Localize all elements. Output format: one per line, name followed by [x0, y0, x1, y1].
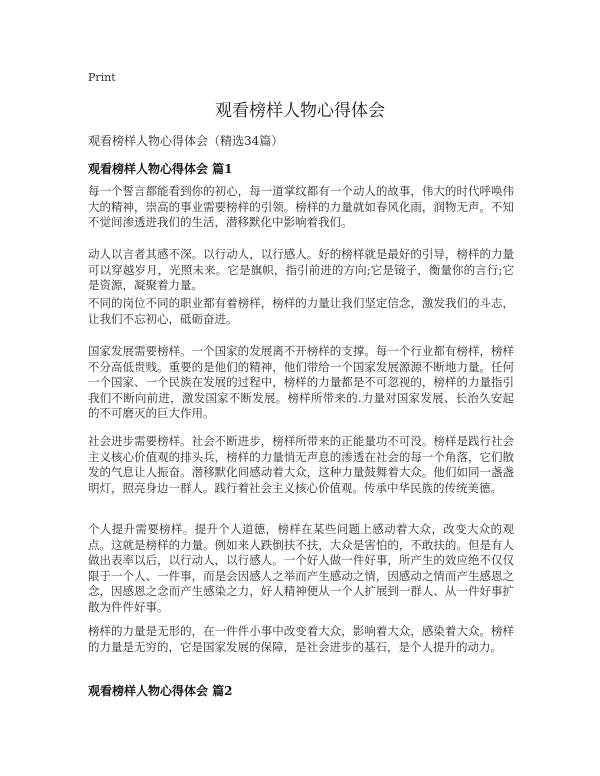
section-heading-1: 观看榜样人物心得体会 篇1 [88, 162, 233, 176]
paragraph-1: 每一个誓言都能看到你的初心，每一道掌纹都有一个动人的故事，伟大的时代呼唤伟大的精神，崇高的事业需要榜样的引领。榜样的力量就如春风化雨，润物无声。不知不觉间渗透进我们的生活，潜移默化中影响着我们。 [88, 184, 514, 229]
paragraph-5: 社会进步需要榜样。社会不断进步，榜样所带来的正能量功不可没。榜样是践行社会主义核心价值观的排头兵，榜样的力量悄无声息的渗透在社会的每一个角落，它们散发的气息让人振奋。潜移默化间感动着大众，这种力量鼓舞着大众。他们如同一盏盏明灯，照亮身边一群人。践行着社会主义核心价值观。传承中华民族的传统美德。 [88, 434, 514, 495]
paragraph-2: 动人以言者其感不深。以行动人，以行感人。好的榜样就是最好的引导，榜样的力量可以穿越岁月，光照未来。它是旗帜，指引前进的方向;它是镜子，衡量你的言行;它是资源，凝聚着力量。 [88, 247, 514, 292]
paragraph-7: 榜样的力量是无形的，在一件件小事中改变着大众，影响着大众，感染着大众。榜样的力量是无穷的，它是国家发展的保障，是社会进步的基石，是个人提升的动力。 [88, 624, 514, 654]
paragraph-4: 国家发展需要榜样。一个国家的发展离不开榜样的支撑。每一个行业都有榜样，榜样不分高低贵贱。重要的是他们的精神，他们带给一个国家发展源源不断地力量。任何一个国家、一个民族在发展的过程中，榜样的力量都是不可忽视的，榜样的力量指引我们不断向前进，激发国家不断发展。榜样所带来的.力量对国家发展、长治久安起的不可磨灭的巨大作用。 [88, 344, 514, 420]
paragraph-3: 不同的岗位不同的职业都有着榜样，榜样的力量让我们坚定信念，激发我们的斗志，让我们不忘初心，砥砺奋进。 [88, 296, 514, 326]
page-title: 观看榜样人物心得体会 [215, 101, 385, 121]
paragraph-6: 个人提升需要榜样。提升个人道德，榜样在某些问题上感动着大众，改变大众的观点。这就是榜样的力量。例如来人跌倒扶不扶，大众是害怕的，不敢扶的。但是有人做出表率以后，以行动人，以行感人。一个好人做一件好事，所产生的效应绝不仅仅限于一个人、一件事，而是会因感人之举而产生感动之情，因感动之情而产生感恩之念，因感恩之念而产生感染之力，好人精神便从一个人扩展到一群人、从一件好事扩散为件件好事。 [88, 522, 514, 614]
section-heading-2: 观看榜样人物心得体会 篇2 [88, 684, 233, 698]
document-subtitle: 观看榜样人物心得体会（精选34篇） [88, 134, 284, 148]
print-label: Print [88, 71, 116, 84]
